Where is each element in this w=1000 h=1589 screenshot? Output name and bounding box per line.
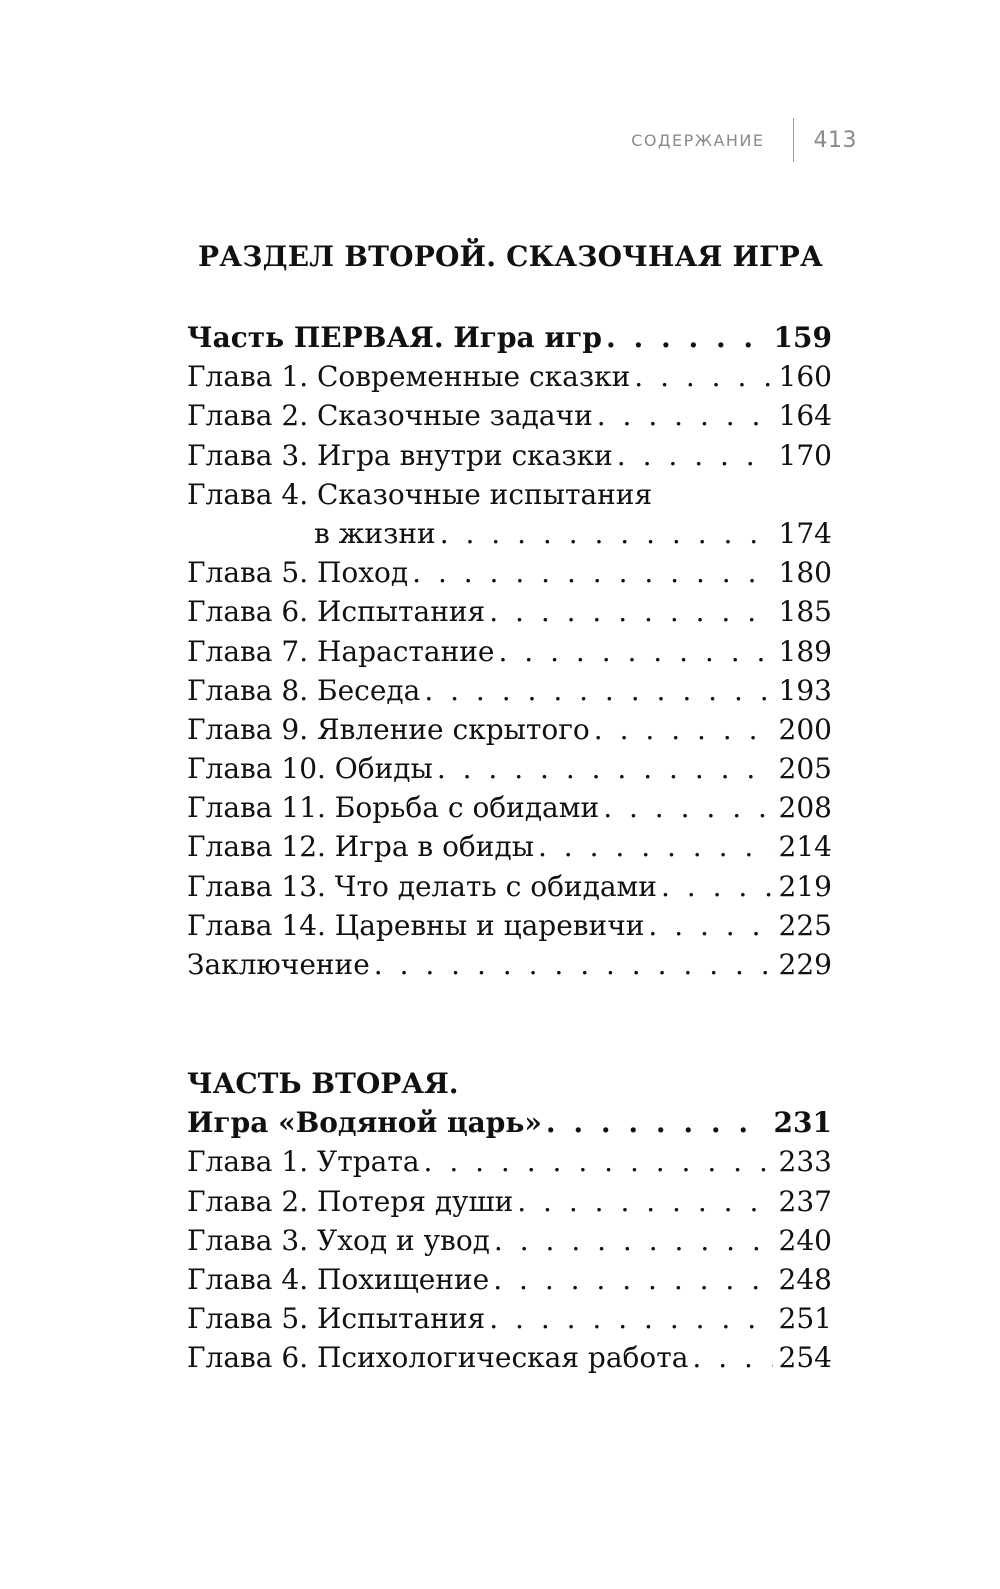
dot-leader — [661, 867, 773, 906]
toc-entry-title: Глава 13. Что делать с обидами — [187, 869, 657, 903]
toc-entry-page: 240 — [778, 1223, 832, 1257]
dot-leader — [489, 592, 772, 631]
dot-leader — [538, 827, 773, 866]
toc-entry[interactable] — [187, 671, 832, 710]
dot-leader — [603, 788, 772, 827]
toc-entry-page: 200 — [778, 712, 832, 746]
toc-entry-page: 233 — [778, 1145, 832, 1179]
section-title: РАЗДЕЛ ВТОРОЙ. СКАЗОЧНАЯ ИГРА — [198, 240, 823, 273]
toc-entry[interactable] — [187, 1260, 832, 1299]
toc-entry-page: 170 — [778, 438, 832, 472]
toc-entry[interactable] — [187, 749, 832, 788]
toc-entry[interactable] — [187, 357, 832, 396]
toc-entry-title: Глава 3. Игра внутри сказки — [187, 438, 613, 472]
toc-entry-page: 231 — [773, 1106, 832, 1140]
dot-leader — [493, 1260, 772, 1299]
dot-leader — [617, 436, 773, 475]
dot-leader — [517, 1182, 772, 1221]
toc-entry[interactable] — [187, 906, 832, 945]
dot-leader — [440, 514, 773, 553]
toc-entry-title: Глава 1. Утрата — [187, 1145, 420, 1179]
dot-leader — [594, 710, 773, 749]
toc-entry-title: Глава 3. Уход и увод — [187, 1223, 490, 1257]
toc-entry[interactable] — [187, 1221, 832, 1260]
toc-entry-title: Глава 4. Похищение — [187, 1262, 490, 1296]
dot-leader — [498, 632, 772, 671]
toc-entry-page: 193 — [778, 673, 832, 707]
toc-entry[interactable] — [187, 1142, 832, 1181]
toc-entry[interactable] — [187, 827, 832, 866]
toc-entry-part-heading[interactable] — [187, 318, 832, 357]
toc-entry-page: 189 — [778, 634, 832, 668]
toc-entry-title: Заключение — [187, 948, 370, 981]
dot-leader — [606, 318, 768, 357]
dot-leader — [494, 1221, 773, 1260]
toc-entry-page: 160 — [778, 360, 832, 394]
toc-entry-title: Глава 6. Испытания — [187, 595, 486, 629]
toc-entry[interactable] — [187, 788, 832, 827]
dot-leader — [546, 1103, 768, 1142]
toc-entry-page: 251 — [778, 1302, 832, 1336]
dot-leader — [634, 357, 772, 396]
toc-entry-title: Глава 4. Сказочные испытания — [187, 477, 653, 511]
dot-leader — [424, 671, 772, 710]
toc-entry-part-heading[interactable] — [187, 1103, 832, 1142]
toc-entry[interactable] — [187, 396, 832, 435]
running-head — [631, 118, 857, 162]
toc-entry-page: 214 — [778, 830, 832, 864]
dot-leader — [489, 1299, 772, 1338]
toc-entry-title: Глава 5. Поход — [187, 556, 409, 590]
toc-entry-page: 229 — [778, 948, 832, 981]
toc-entry-page: 164 — [778, 399, 832, 433]
running-head-section: СОДЕРЖАНИЕ — [631, 130, 765, 150]
toc-entry-title: Глава 9. Явление скрытого — [187, 712, 590, 746]
toc-part-two — [187, 1064, 832, 1378]
toc-entry-title: Глава 12. Игра в обиды — [187, 830, 534, 864]
page-number: 413 — [813, 127, 857, 153]
toc-entry-page: 159 — [773, 321, 832, 354]
toc-entry-title: Часть ПЕРВАЯ. Игра игр — [187, 321, 602, 354]
toc-part-heading-line1[interactable] — [187, 1064, 832, 1103]
toc-entry[interactable] — [187, 592, 832, 631]
toc-entry-title: Глава 1. Современные сказки — [187, 360, 631, 394]
toc-entry-page: 237 — [778, 1184, 832, 1218]
toc-entry[interactable] — [187, 1182, 832, 1221]
toc-entry-title: Глава 10. Обиды — [187, 752, 433, 786]
toc-entry[interactable] — [187, 710, 832, 749]
toc-entry-line2[interactable] — [187, 514, 832, 553]
toc-entry-page: 180 — [778, 556, 832, 590]
toc-entry-title: Глава 2. Потеря души — [187, 1184, 514, 1218]
toc-entry[interactable] — [187, 553, 832, 592]
toc-entry-page: 219 — [778, 869, 832, 903]
toc-entry-page: 248 — [778, 1262, 832, 1296]
toc-entry[interactable] — [187, 867, 832, 906]
toc-entry-title: Глава 5. Испытания — [187, 1302, 486, 1336]
dot-leader — [412, 553, 772, 592]
toc-entry-page: 208 — [778, 791, 832, 825]
dot-leader — [424, 1142, 773, 1181]
toc-entry-page: 254 — [778, 1341, 832, 1375]
toc-entry-title: Глава 7. Нарастание — [187, 634, 495, 668]
toc-entry-page: 174 — [778, 516, 832, 550]
toc-entry-line1[interactable] — [187, 475, 832, 514]
toc-entry-title: Глава 8. Беседа — [187, 673, 421, 707]
dot-leader — [597, 396, 773, 435]
toc-part-heading: ЧАСТЬ ВТОРАЯ. — [187, 1067, 459, 1100]
toc-part-one — [187, 318, 832, 984]
toc-entry-page: 205 — [778, 752, 832, 786]
toc-entry-page: 185 — [778, 595, 832, 629]
toc-entry-title: Глава 6. Психологическая работа — [187, 1341, 689, 1375]
toc-entry[interactable] — [187, 1299, 832, 1338]
toc-entry-title: Глава 14. Царевны и царевичи — [187, 908, 645, 942]
toc-entry[interactable] — [187, 632, 832, 671]
toc-entry-title-continued: в жизни — [314, 516, 436, 550]
dot-leader — [648, 906, 772, 945]
toc-entry-page: 225 — [778, 908, 832, 942]
toc-entry[interactable] — [187, 1338, 832, 1377]
dot-leader — [437, 749, 773, 788]
dot-leader — [692, 1338, 772, 1377]
toc-entry-title: Глава 2. Сказочные задачи — [187, 399, 593, 433]
dot-leader — [374, 945, 773, 984]
toc-entry-title: Игра «Водяной царь» — [187, 1106, 542, 1140]
toc-entry-title: Глава 11. Борьба с обидами — [187, 791, 600, 825]
toc-entry[interactable] — [187, 945, 832, 984]
toc-entry[interactable] — [187, 436, 832, 475]
